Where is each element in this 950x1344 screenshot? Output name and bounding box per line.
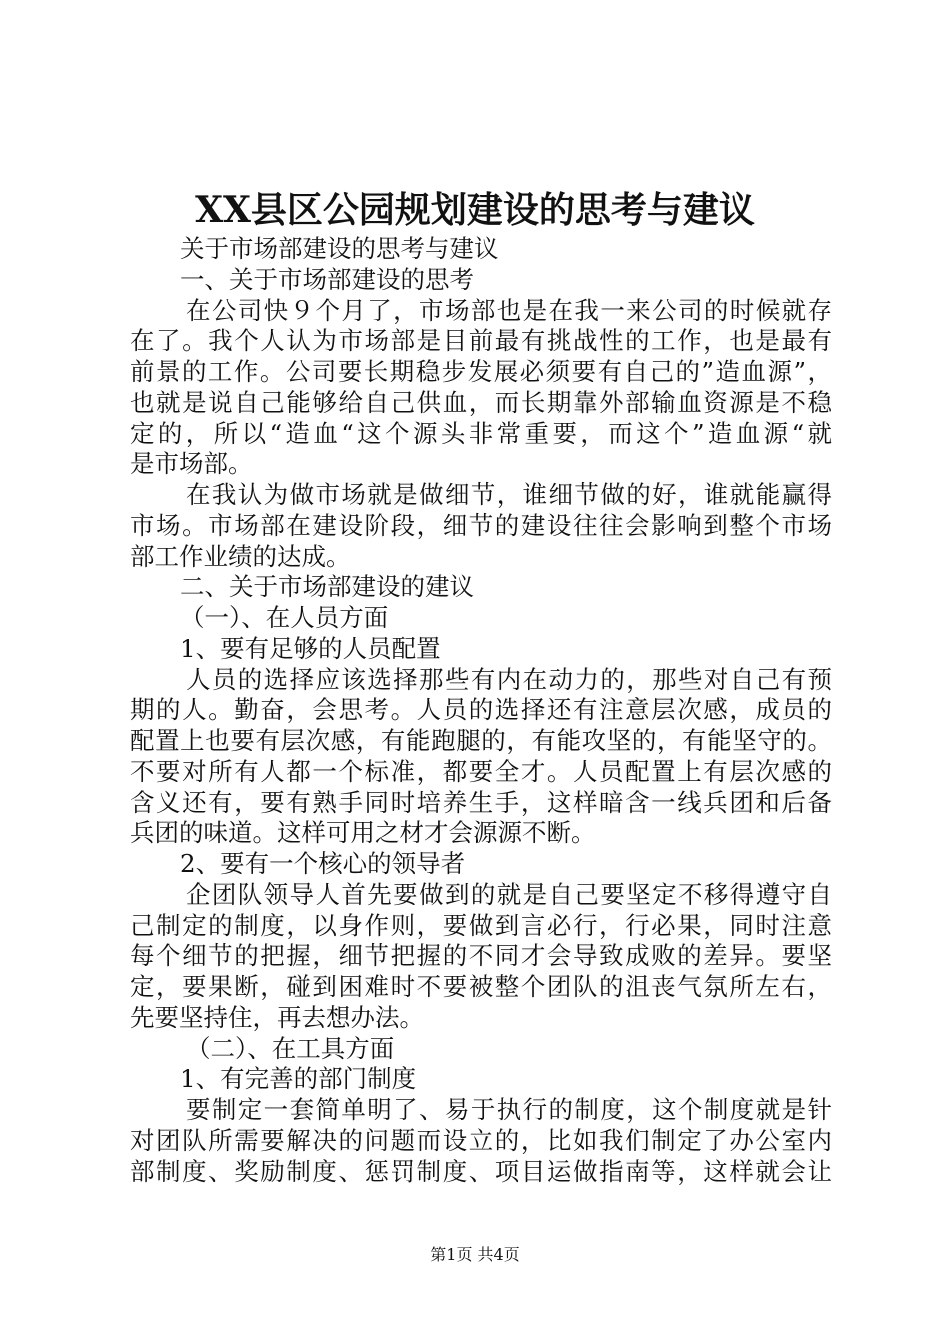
body-text-line: 人员的选择应该选择那些有内在动力的，那些对自己有预 — [186, 664, 832, 694]
body-text-line: 关于市场部建设的思考与建议 — [180, 234, 499, 263]
body-text-line: 先要坚持住，再去想办法。 — [130, 1002, 424, 1032]
body-text-line: 期的人。勤奋，会思考。人员的选择还有注意层次感，成员的 — [130, 695, 832, 725]
body-text-line: 含义还有，要有熟手同时培养生手，这样暗含一线兵团和后备 — [130, 787, 832, 817]
body-text-line: 对团队所需要解决的问题而设立的，比如我们制定了办公室内 — [130, 1125, 832, 1155]
body-text-line: 前景的工作。公司要长期稳步发展必须要有自己的”造血源”， — [130, 357, 832, 386]
body-text-line: 也就是说自己能够给自己供血，而长期靠外部输血资源是不稳 — [130, 387, 832, 417]
body-text-line: 企团队领导人首先要做到的就是自己要坚定不移得遵守自 — [186, 879, 832, 909]
body-text-line: 要制定一套简单明了、易于执行的制度，这个制度就是针 — [186, 1095, 832, 1124]
body-text-line: 一、关于市场部建设的思考 — [180, 264, 474, 294]
body-text-line: 市场。市场部在建设阶段，细节的建设往往会影响到整个市场 — [130, 510, 832, 540]
body-text-line: 在公司快９个月了，市场部也是在我一来公司的时候就存 — [186, 295, 832, 325]
document-body — [130, 234, 832, 1187]
body-text-line: 在了。我个人认为市场部是目前最有挑战性的工作，也是最有 — [130, 326, 832, 356]
body-text-line: 1、有完善的部门制度 — [180, 1064, 417, 1094]
body-text-line: （一）、在人员方面 — [180, 603, 389, 632]
page-footer: 第1页 共4页 — [430, 1245, 520, 1264]
body-text-line: 定的，所以“造血“这个源头非常重要，而这个”造血源“就 — [130, 418, 832, 448]
document-title: XX县区公园规划建设的思考与建议 — [195, 189, 755, 231]
body-text-line: 每个细节的把握，细节把握的不同才会导致成败的差异。要坚 — [130, 941, 832, 971]
body-text-line: 是市场部。 — [130, 449, 253, 479]
body-text-line: 2、要有一个核心的领导者 — [180, 849, 466, 878]
body-text-line: 配置上也要有层次感，有能跑腿的，有能攻坚的，有能坚守的。 — [130, 726, 832, 755]
body-text-line: 二、关于市场部建设的建议 — [180, 572, 474, 602]
body-text-line: 部工作业绩的达成。 — [130, 541, 351, 571]
body-text-line: 不要对所有人都一个标准，都要全才。人员配置上有层次感的 — [130, 756, 832, 786]
body-text-line: （二）、在工具方面 — [186, 1033, 395, 1063]
body-text-line: 定，要果断，碰到困难时不要被整个团队的沮丧气氛所左右， — [130, 972, 832, 1001]
body-text-line: 在我认为做市场就是做细节，谁细节做的好，谁就能赢得 — [186, 480, 832, 509]
body-text-line: 1、要有足够的人员配置 — [180, 633, 441, 663]
body-text-line: 己制定的制度，以身作则，要做到言必行，行必果，同时注意 — [130, 910, 832, 940]
body-text-line: 兵团的味道。这样可用之材才会源源不断。 — [130, 818, 596, 848]
body-text-line: 部制度、奖励制度、惩罚制度、项目运做指南等，这样就会让 — [130, 1156, 832, 1186]
